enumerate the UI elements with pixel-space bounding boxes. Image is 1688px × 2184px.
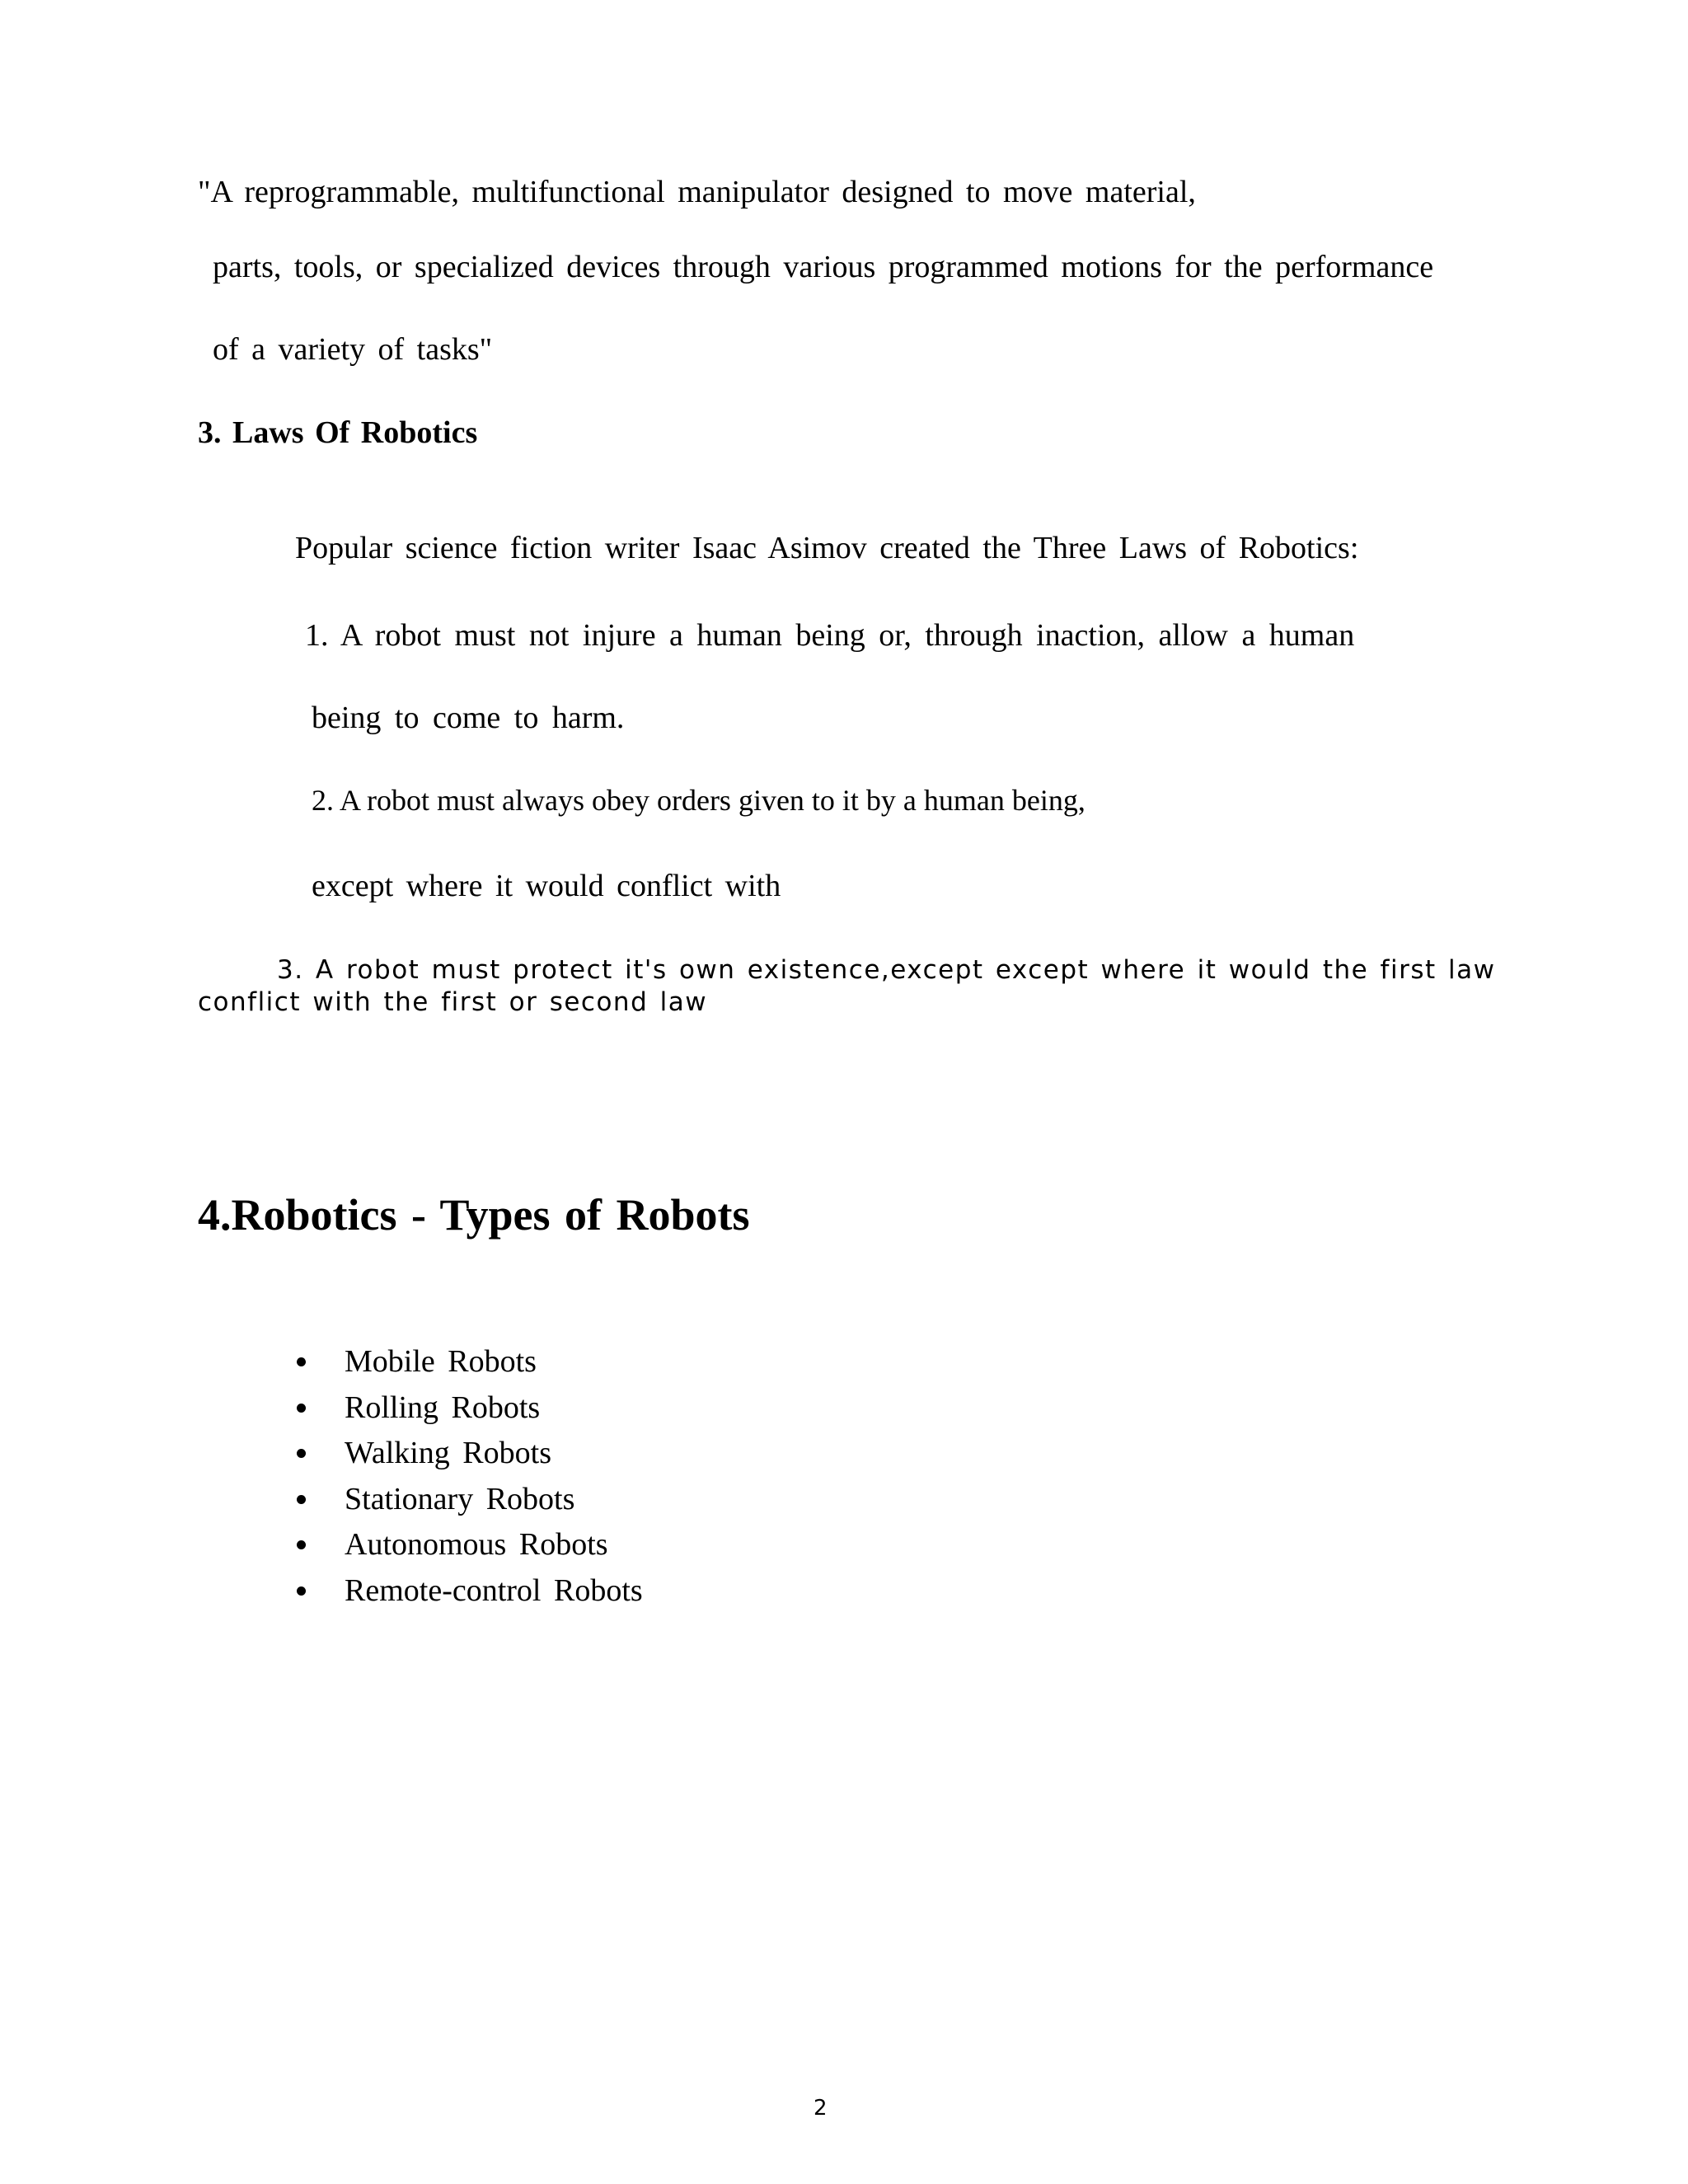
list-item-label: Walking Robots	[345, 1436, 551, 1470]
list-item	[297, 1572, 643, 1619]
bullet-icon	[297, 1586, 306, 1596]
definition-line-1: "A reprogrammable, multifunctional manipulator designed to move material,	[198, 175, 1196, 209]
law-2-line-2: except where it would conflict with	[312, 869, 781, 903]
list-item	[297, 1526, 643, 1572]
law-1-line-1: 1. A robot must not injure a human being or, through inaction, allow a human	[305, 618, 1355, 653]
list-item-label: Autonomous Robots	[345, 1527, 608, 1562]
definition-line-3: of a variety of tasks"	[213, 332, 493, 367]
list-item	[297, 1390, 643, 1436]
bullet-icon	[297, 1495, 306, 1504]
section-4-heading: 4.Robotics - Types of Robots	[198, 1190, 750, 1240]
list-item	[297, 1435, 643, 1481]
law-2-line-1: 2. A robot must always obey orders given to it by a human being,	[312, 784, 1085, 817]
laws-intro: Popular science fiction writer Isaac Asimov created the Three Laws of Robotics:	[295, 531, 1359, 565]
list-item-label: Rolling Robots	[345, 1390, 541, 1425]
law-3-line-1: 3. A robot must protect it's own existence,except except where it would the first law	[277, 955, 1496, 985]
list-item	[297, 1343, 643, 1390]
bullet-icon	[297, 1404, 306, 1413]
page-number: 2	[814, 2096, 828, 2121]
list-item-label: Mobile Robots	[345, 1344, 537, 1379]
list-item-label: Remote-control Robots	[345, 1572, 643, 1608]
bullet-icon	[297, 1540, 306, 1549]
robot-types-list	[297, 1343, 643, 1618]
list-item	[297, 1481, 643, 1527]
section-3-heading: 3. Laws Of Robotics	[198, 415, 478, 450]
list-item-label: Stationary Robots	[345, 1481, 575, 1516]
law-1-line-2: being to come to harm.	[312, 701, 625, 735]
bullet-icon	[297, 1449, 306, 1458]
law-3-line-2: conflict with the first or second law	[198, 987, 708, 1017]
definition-line-2: parts, tools, or specialized devices through various programmed motions for the performance	[213, 250, 1434, 284]
bullet-icon	[297, 1357, 306, 1366]
